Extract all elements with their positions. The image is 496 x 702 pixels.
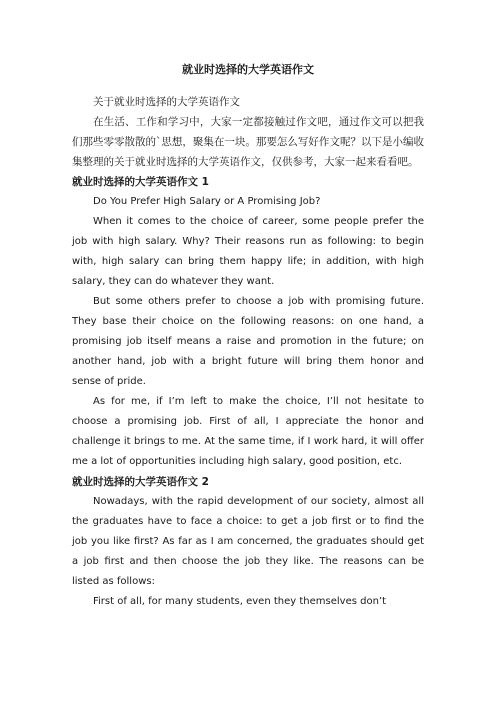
essay-2 [72, 472, 424, 612]
essay-title: Do You Prefer High Salary or A Promising Job? [93, 196, 321, 207]
essay-paragraph: As for me, if I’m left to make the choice, I’ll not hesitate to choose a promising job. First of all, I appreciate the honor and challenge it brings to me. At the same time, if I work hard, it will offer me a lot of opportunities including high salary, good position, etc. [72, 396, 424, 467]
essay-heading: 就业时选择的大学英语作文 2 [72, 476, 209, 488]
essay-paragraph: But some others prefer to choose a job with promising future. They base their choice on the following reasons: on one hand, a promising job itself means a raise and promotion in the future; on another hand, job with a bright future will bring them honor and sense of pride. [72, 296, 424, 387]
document-title: 就业时选择的大学英语作文 [182, 63, 314, 76]
essay-paragraph: Nowadays, with the rapid development of our society, almost all the graduates have to face a choice: to get a job first or to find the job you like first? As far as I am concerned, the graduates should get a job first and then choose the job they like. The reasons can be listed as follows: [72, 496, 424, 587]
essay-paragraph: First of all, for many students, even they themselves don’t [93, 596, 387, 607]
essay-paragraph: When it comes to the choice of career, some people prefer the job with high salary. Why? Their reasons run as following: to begin with, high salary can bring them happy life; in addition, with high salary, they can do whatever they want. [72, 216, 424, 287]
essay-heading: 就业时选择的大学英语作文 1 [72, 176, 209, 188]
document-subtitle: 关于就业时选择的大学英语作文 [93, 96, 240, 108]
essay-1 [72, 172, 424, 472]
intro-paragraph: 在生活、工作和学习中，大家一定都接触过作文吧，通过作文可以把我们那些零零散散的`思想，聚集在一块。那要怎么写好作文呢？以下是小编收集整理的关于就业时选择的大学英语作文，仅供参考，大家一起来看看吧。 [72, 116, 424, 168]
